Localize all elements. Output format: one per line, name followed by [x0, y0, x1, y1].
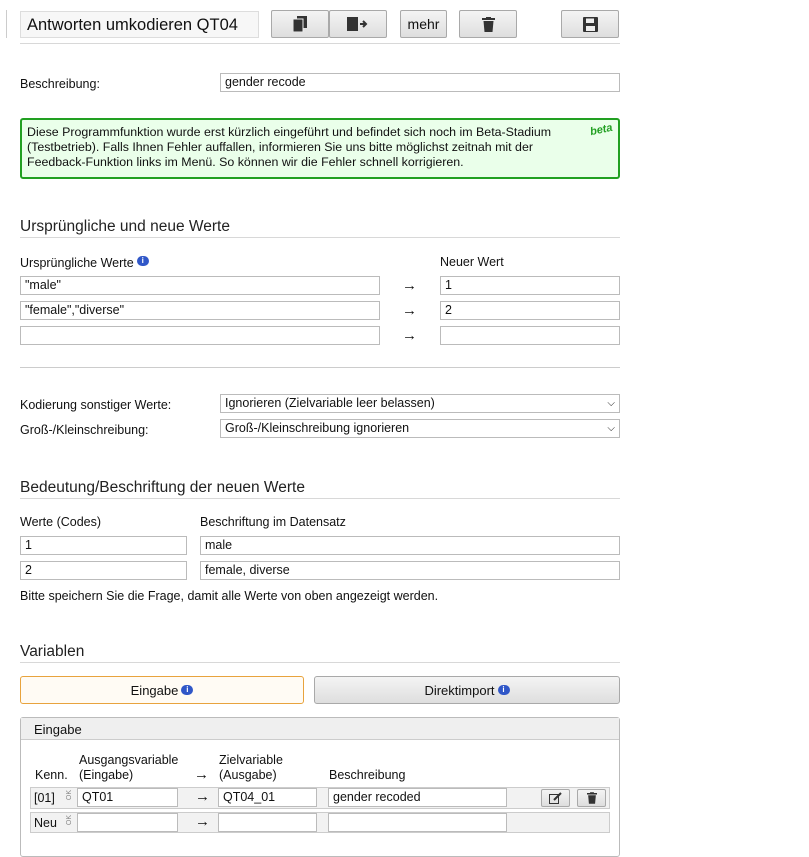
- toolbar-left-border: [6, 10, 7, 38]
- col-original-label: Ursprüngliche Werte i: [20, 256, 149, 270]
- tab-import-label: Direktimport: [424, 682, 495, 698]
- variable-description-input[interactable]: gender recoded: [328, 788, 507, 807]
- col-new-label: Neuer Wert: [440, 255, 504, 269]
- copy-icon: [293, 16, 307, 32]
- col-codes-label: Werte (Codes): [20, 515, 102, 529]
- input-panel-title: Eingabe: [34, 722, 82, 737]
- variable-description-input[interactable]: [328, 813, 507, 832]
- delete-row-button[interactable]: [577, 789, 606, 807]
- ok-badge: OK: [66, 790, 73, 801]
- original-value-input[interactable]: "male": [20, 276, 380, 295]
- copy-button[interactable]: [271, 10, 329, 38]
- table-row-new: [30, 812, 610, 833]
- edit-icon: [549, 792, 562, 804]
- meaning-divider: [20, 498, 620, 499]
- code-input[interactable]: 1: [20, 536, 187, 555]
- chevron-down-icon: ⌵: [607, 398, 615, 409]
- trash-icon: [482, 17, 495, 32]
- target-variable-input[interactable]: [218, 813, 317, 832]
- save-icon: [583, 17, 598, 32]
- ok-badge: OK: [66, 815, 73, 826]
- save-note: Bitte speichern Sie die Frage, damit alle Werte von oben angezeigt werden.: [20, 589, 439, 603]
- other-values-label: Kodierung sonstiger Werte:: [20, 398, 172, 412]
- beta-notice: [20, 118, 620, 179]
- mapping-arrow: →: [402, 327, 417, 344]
- beta-notice-text: Diese Programmfunktion wurde erst kürzlich eingeführt und befindet sich noch im Beta-Stadium (Testbetrieb). Falls Ihnen Fehler auffallen, informieren Sie uns bitte möglichst zeitnah mit der Feedback-Funktion links im Menü. So können wir die Fehler schnell korrigieren.: [27, 125, 552, 169]
- source-variable-input[interactable]: QT01: [77, 788, 178, 807]
- values-heading: Ursprüngliche und neue Werte: [20, 218, 230, 235]
- mapping-arrow: →: [402, 302, 417, 319]
- tab-input[interactable]: [20, 676, 304, 704]
- col-source-label: Ausgangsvariable (Eingabe): [79, 753, 179, 782]
- case-select[interactable]: [220, 419, 620, 438]
- case-label: Groß-/Kleinschreibung:: [20, 423, 149, 437]
- description-input[interactable]: gender recode: [220, 73, 620, 92]
- code-label-input[interactable]: male: [200, 536, 620, 555]
- edit-button[interactable]: [541, 789, 570, 807]
- col-id-label: Kenn.: [35, 768, 68, 782]
- mapping-arrow: →: [195, 788, 210, 805]
- chevron-down-icon: ⌵: [607, 423, 615, 434]
- trash-icon: [587, 792, 597, 804]
- options-divider: [20, 367, 620, 368]
- values-divider: [20, 237, 620, 238]
- description-label: Beschreibung:: [20, 77, 100, 91]
- col-target-label: Zielvariable (Ausgabe): [219, 753, 283, 782]
- variables-heading: Variablen: [20, 643, 85, 660]
- delete-button[interactable]: [459, 10, 517, 38]
- beta-badge-icon: beta: [589, 121, 615, 139]
- code-label-input[interactable]: female, diverse: [200, 561, 620, 580]
- original-value-input[interactable]: "female","diverse": [20, 301, 380, 320]
- col-label-label: Beschriftung im Datensatz: [200, 515, 346, 529]
- move-icon: [347, 16, 369, 32]
- input-panel-header: [21, 718, 619, 740]
- code-input[interactable]: 2: [20, 561, 187, 580]
- new-value-input[interactable]: 1: [440, 276, 620, 295]
- info-icon[interactable]: i: [181, 685, 193, 695]
- source-variable-input[interactable]: [77, 813, 178, 832]
- more-button[interactable]: [400, 10, 447, 38]
- mapping-arrow: →: [402, 277, 417, 294]
- mapping-arrow: →: [194, 766, 209, 783]
- case-selected: Groß-/Kleinschreibung ignorieren: [225, 421, 410, 435]
- tab-import[interactable]: [314, 676, 620, 704]
- target-variable-input[interactable]: QT04_01: [218, 788, 317, 807]
- save-button[interactable]: [561, 10, 619, 38]
- col-description-label: Beschreibung: [329, 768, 406, 782]
- other-values-select[interactable]: [220, 394, 620, 413]
- meaning-heading: Bedeutung/Beschriftung der neuen Werte: [20, 479, 305, 496]
- tab-input-label: Eingabe: [130, 682, 179, 698]
- row-id: [01]: [34, 791, 55, 805]
- page-title-box: [20, 11, 259, 38]
- variables-divider: [20, 662, 620, 663]
- new-value-input[interactable]: [440, 326, 620, 345]
- more-button-label: mehr: [407, 16, 440, 32]
- original-value-input[interactable]: [20, 326, 380, 345]
- mapping-arrow: →: [195, 813, 210, 830]
- info-icon[interactable]: i: [498, 685, 510, 695]
- other-values-selected: Ignorieren (Zielvariable leer belassen): [225, 396, 435, 410]
- move-button[interactable]: [329, 10, 387, 38]
- new-value-input[interactable]: 2: [440, 301, 620, 320]
- row-id: Neu: [34, 816, 57, 830]
- page-title: Antworten umkodieren QT04: [27, 16, 238, 34]
- header-divider: [20, 43, 620, 44]
- info-icon[interactable]: i: [137, 256, 149, 266]
- table-row: [30, 787, 610, 809]
